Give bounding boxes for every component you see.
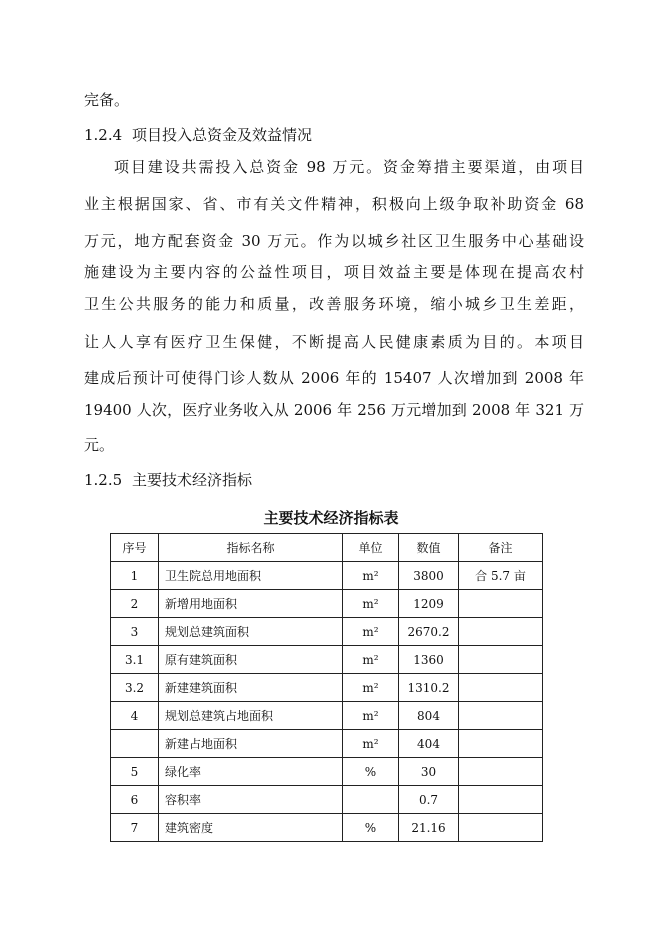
paragraph-line: 施建设为主要内容的公益性项目，项目效益主要是体现在提高农村 — [84, 263, 584, 281]
cell-note — [459, 786, 543, 814]
cell-unit: m² — [343, 730, 399, 758]
cell-name: 建筑密度 — [159, 814, 343, 842]
cell-note — [459, 758, 543, 786]
cell-name: 规划总建筑占地面积 — [159, 702, 343, 730]
table-header-row — [111, 534, 543, 562]
cell-unit: m² — [343, 646, 399, 674]
cell-unit: % — [343, 758, 399, 786]
cell-no: 1 — [111, 562, 159, 590]
paragraph-line: 19400 人次，医疗业务收入从 2006 年 256 万元增加到 2008 年 321 万 — [84, 401, 584, 419]
cell-no: 5 — [111, 758, 159, 786]
table-row — [111, 646, 543, 674]
table-row — [111, 674, 543, 702]
header-no: 序号 — [111, 534, 159, 562]
cell-value: 1360 — [399, 646, 459, 674]
header-unit: 单位 — [343, 534, 399, 562]
cell-unit: m² — [343, 674, 399, 702]
cell-note — [459, 646, 543, 674]
header-note: 备注 — [459, 534, 543, 562]
cell-value: 1209 — [399, 590, 459, 618]
cell-value: 2670.2 — [399, 618, 459, 646]
table-row — [111, 730, 543, 758]
section-heading-1-2-5 — [84, 470, 252, 490]
header-name: 指标名称 — [159, 534, 343, 562]
cell-note — [459, 618, 543, 646]
cell-note — [459, 674, 543, 702]
table-row — [111, 786, 543, 814]
cell-value: 3800 — [399, 562, 459, 590]
cell-no: 3.2 — [111, 674, 159, 702]
cell-no: 3 — [111, 618, 159, 646]
section-number: 1.2.4 — [84, 126, 123, 144]
cell-unit: % — [343, 814, 399, 842]
cell-note — [459, 590, 543, 618]
paragraph-line: 业主根据国家、省、市有关文件精神，积极向上级争取补助资金 68 — [84, 195, 584, 213]
cell-name: 新建建筑面积 — [159, 674, 343, 702]
paragraph-line: 元。 — [84, 436, 115, 454]
cell-name: 容积率 — [159, 786, 343, 814]
cell-note — [459, 814, 543, 842]
header-value: 数值 — [399, 534, 459, 562]
cell-no: 4 — [111, 702, 159, 730]
cell-name: 规划总建筑面积 — [159, 618, 343, 646]
section-title: 主要技术经济指标 — [132, 471, 253, 489]
table-row — [111, 562, 543, 590]
table-row — [111, 590, 543, 618]
table-row — [111, 758, 543, 786]
cell-unit — [343, 786, 399, 814]
cell-name: 新建占地面积 — [159, 730, 343, 758]
section-number: 1.2.5 — [84, 471, 123, 489]
indicator-table — [110, 533, 543, 842]
paragraph-line: 万元，地方配套资金 30 万元。作为以城乡社区卫生服务中心基础设 — [84, 232, 584, 250]
paragraph-line: 卫生公共服务的能力和质量，改善服务环境，缩小城乡卫生差距， — [84, 295, 584, 313]
cell-name: 卫生院总用地面积 — [159, 562, 343, 590]
cell-no — [111, 730, 159, 758]
paragraph-line: 项目建设共需投入总资金 98 万元。资金筹措主要渠道，由项目 — [114, 158, 584, 176]
paragraph-line: 让人人享有医疗卫生保健，不断提高人民健康素质为目的。本项目 — [84, 333, 584, 351]
cell-value: 0.7 — [399, 786, 459, 814]
cell-no: 2 — [111, 590, 159, 618]
paragraph-line: 建成后预计可使得门诊人数从 2006 年的 15407 人次增加到 2008 年 — [84, 369, 584, 387]
cell-unit: m² — [343, 590, 399, 618]
cell-value: 1310.2 — [399, 674, 459, 702]
cell-no: 3.1 — [111, 646, 159, 674]
cell-unit: m² — [343, 618, 399, 646]
cell-name: 新增用地面积 — [159, 590, 343, 618]
section-heading-1-2-4 — [84, 125, 312, 145]
cell-name: 原有建筑面积 — [159, 646, 343, 674]
table-row — [111, 618, 543, 646]
table-row — [111, 814, 543, 842]
section-title: 项目投入总资金及效益情况 — [132, 126, 313, 144]
cell-name: 绿化率 — [159, 758, 343, 786]
cell-no: 7 — [111, 814, 159, 842]
cell-value: 30 — [399, 758, 459, 786]
cell-value: 404 — [399, 730, 459, 758]
cell-value: 804 — [399, 702, 459, 730]
cell-note — [459, 702, 543, 730]
cell-note: 合 5.7 亩 — [459, 562, 543, 590]
cell-value: 21.16 — [399, 814, 459, 842]
cell-no: 6 — [111, 786, 159, 814]
cell-unit: m² — [343, 562, 399, 590]
cell-note — [459, 730, 543, 758]
table-title: 主要技术经济指标表 — [263, 509, 399, 527]
cell-unit: m² — [343, 702, 399, 730]
continuation-text: 完备。 — [84, 91, 130, 109]
table-row — [111, 702, 543, 730]
